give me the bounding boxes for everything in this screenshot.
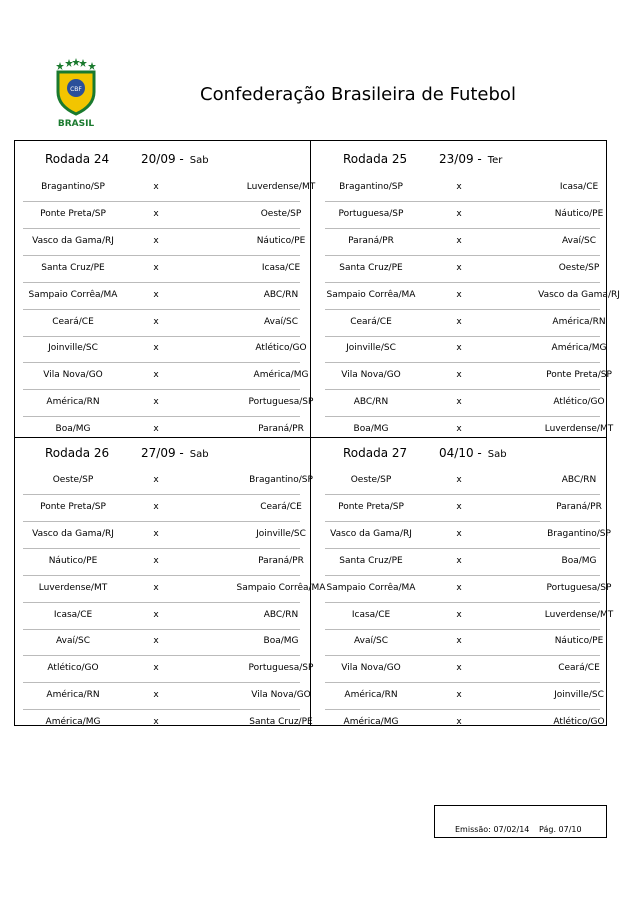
row-separator (23, 336, 300, 337)
versus-mark: x (456, 501, 462, 512)
round-header (343, 152, 502, 166)
home-team: Vasco da Gama/RJ (32, 235, 114, 246)
round-label: Rodada 27 (343, 446, 408, 460)
home-team: América/MG (45, 717, 101, 728)
round-label: Rodada 24 (45, 152, 110, 166)
row-separator (325, 201, 600, 202)
versus-mark: x (456, 208, 462, 219)
home-team: América/MG (343, 717, 399, 728)
round-weekday: Sab (487, 449, 507, 460)
emission-date: Emissão: 07/02/14 (455, 825, 530, 834)
row-separator (325, 682, 600, 683)
home-team: Vila Nova/GO (43, 370, 103, 381)
versus-mark: x (153, 609, 159, 620)
home-team: Paraná/PR (348, 235, 394, 246)
away-team: Náutico/PE (554, 208, 604, 219)
round-label: Rodada 25 (343, 152, 408, 166)
home-team: Vasco da Gama/RJ (32, 528, 114, 539)
away-team: América/MG (253, 370, 309, 381)
round-weekday: Ter (487, 155, 503, 166)
away-team: Luverdense/MT (246, 182, 316, 192)
row-separator (325, 228, 600, 229)
round-header (343, 446, 507, 460)
row-separator (23, 309, 300, 310)
home-team: Ceará/CE (350, 316, 392, 327)
round-weekday: Sab (189, 449, 209, 460)
home-team: Ceará/CE (52, 316, 94, 327)
away-team: Portuguesa/SP (248, 663, 314, 674)
home-team: Santa Cruz/PE (41, 262, 105, 273)
away-team: Náutico/PE (554, 636, 604, 647)
row-separator (23, 255, 300, 256)
footer-box (434, 805, 607, 838)
row-separator (325, 494, 600, 495)
versus-mark: x (456, 528, 462, 539)
versus-mark: x (456, 663, 462, 674)
home-team: Luverdense/MT (38, 582, 108, 593)
versus-mark: x (153, 182, 159, 192)
away-team: Boa/MG (263, 636, 299, 647)
away-team: Luverdense/MT (544, 609, 614, 620)
row-separator (325, 548, 600, 549)
home-team: Joinville/SC (346, 343, 396, 354)
versus-mark: x (456, 370, 462, 381)
away-team: Avaí/SC (561, 235, 597, 246)
home-team: América/RN (46, 690, 100, 701)
home-team: Icasa/CE (53, 609, 93, 620)
row-separator (325, 655, 600, 656)
home-team: Santa Cruz/PE (339, 262, 403, 273)
versus-mark: x (153, 663, 159, 674)
round-weekday: Sab (189, 155, 209, 166)
round-date: 27/09 - (141, 446, 184, 460)
versus-mark: x (153, 717, 159, 728)
versus-mark: x (153, 343, 159, 354)
versus-mark: x (456, 182, 462, 192)
home-team: Sampaio Corrêa/MA (326, 582, 416, 593)
cbf-logo (52, 58, 100, 128)
row-separator (23, 228, 300, 229)
row-separator (325, 602, 600, 603)
versus-mark: x (456, 397, 462, 408)
versus-mark: x (153, 262, 159, 273)
row-separator (23, 362, 300, 363)
versus-mark: x (456, 262, 462, 273)
home-team: Icasa/CE (351, 609, 391, 620)
versus-mark: x (153, 555, 159, 566)
away-team: Atlético/GO (255, 343, 307, 354)
versus-mark: x (153, 636, 159, 647)
away-team: América/MG (551, 343, 607, 354)
away-team: Sampaio Corrêa/MA (236, 582, 326, 593)
versus-mark: x (153, 370, 159, 381)
home-team: Avaí/SC (55, 636, 91, 647)
home-team: Avaí/SC (353, 636, 389, 647)
away-team: Oeste/SP (260, 208, 302, 219)
home-team: Oeste/SP (52, 475, 94, 485)
row-separator (325, 709, 600, 710)
versus-mark: x (153, 235, 159, 246)
row-separator (325, 521, 600, 522)
page-number: Pág. 07/10 (539, 825, 582, 834)
home-team: Boa/MG (55, 424, 91, 435)
versus-mark: x (153, 316, 159, 327)
row-separator (23, 548, 300, 549)
round-header (45, 446, 209, 460)
away-team: Ceará/CE (260, 501, 302, 512)
row-separator (23, 709, 300, 710)
schedule-table (14, 140, 620, 728)
versus-mark: x (456, 717, 462, 728)
away-team: Portuguesa/SP (248, 397, 314, 408)
page-title: Confederação Brasileira de Futebol (200, 84, 516, 105)
away-team: Vasco da Gama/RJ (538, 289, 620, 300)
versus-mark: x (456, 636, 462, 647)
round-label: Rodada 26 (45, 446, 110, 460)
row-separator (325, 389, 600, 390)
home-team: Boa/MG (353, 424, 389, 435)
row-separator (23, 655, 300, 656)
row-separator (23, 629, 300, 630)
row-separator (23, 389, 300, 390)
row-separator (325, 309, 600, 310)
row-separator (325, 416, 600, 417)
home-team: Ponte Preta/SP (40, 501, 106, 512)
versus-mark: x (153, 582, 159, 593)
row-separator (23, 282, 300, 283)
away-team: Atlético/GO (553, 397, 605, 408)
away-team: Ceará/CE (558, 663, 600, 674)
versus-mark: x (153, 475, 159, 485)
away-team: Atlético/GO (553, 717, 605, 728)
home-team: ABC/RN (353, 397, 389, 408)
away-team: Santa Cruz/PE (249, 717, 313, 728)
row-separator (325, 575, 600, 576)
row-separator (23, 602, 300, 603)
versus-mark: x (456, 343, 462, 354)
round-date: 04/10 - (439, 446, 482, 460)
away-team: Vila Nova/GO (251, 690, 311, 701)
versus-mark: x (153, 528, 159, 539)
away-team: Portuguesa/SP (546, 582, 612, 593)
home-team: Santa Cruz/PE (339, 555, 403, 566)
versus-mark: x (456, 690, 462, 701)
home-team: Vila Nova/GO (341, 663, 401, 674)
versus-mark: x (456, 289, 462, 300)
home-team: Ponte Preta/SP (40, 208, 106, 219)
away-team: Náutico/PE (256, 235, 306, 246)
away-team: ABC/RN (561, 475, 597, 485)
away-team: Icasa/CE (559, 182, 599, 192)
versus-mark: x (153, 424, 159, 435)
away-team: Avaí/SC (263, 316, 299, 327)
away-team: ABC/RN (263, 289, 299, 300)
row-separator (23, 416, 300, 417)
versus-mark: x (456, 555, 462, 566)
home-team: Portuguesa/SP (338, 208, 404, 219)
versus-mark: x (153, 289, 159, 300)
row-separator (23, 201, 300, 202)
row-separator (325, 282, 600, 283)
row-separator (23, 575, 300, 576)
away-team: Luverdense/MT (544, 424, 614, 435)
versus-mark: x (456, 316, 462, 327)
row-separator (325, 629, 600, 630)
versus-mark: x (456, 475, 462, 485)
row-separator (325, 255, 600, 256)
row-separator (325, 362, 600, 363)
away-team: América/RN (552, 316, 606, 327)
away-team: Paraná/PR (258, 424, 304, 435)
home-team: Bragantino/SP (339, 182, 403, 192)
home-team: Sampaio Corrêa/MA (28, 289, 118, 300)
versus-mark: x (456, 424, 462, 435)
home-team: Oeste/SP (350, 475, 392, 485)
away-team: Paraná/PR (556, 501, 602, 512)
versus-mark: x (456, 235, 462, 246)
row-separator (23, 494, 300, 495)
away-team: Joinville/SC (256, 528, 306, 539)
row-separator (23, 521, 300, 522)
row-separator (23, 682, 300, 683)
versus-mark: x (153, 501, 159, 512)
cbf-crest-icon (52, 58, 100, 128)
away-team: Bragantino/SP (249, 475, 313, 485)
versus-mark: x (153, 397, 159, 408)
versus-mark: x (456, 609, 462, 620)
logo-text: BRASIL (57, 119, 95, 128)
home-team: América/RN (344, 690, 398, 701)
home-team: Bragantino/SP (41, 182, 105, 192)
away-team: Icasa/CE (261, 262, 301, 273)
home-team: Sampaio Corrêa/MA (326, 289, 416, 300)
home-team: Joinville/SC (48, 343, 98, 354)
round-date: 23/09 - (439, 152, 482, 166)
versus-mark: x (456, 582, 462, 593)
versus-mark: x (153, 208, 159, 219)
home-team: América/RN (46, 397, 100, 408)
row-separator (325, 336, 600, 337)
round-header (45, 152, 209, 166)
away-team: Bragantino/SP (547, 528, 611, 539)
home-team: Atlético/GO (47, 663, 99, 674)
away-team: Joinville/SC (554, 690, 604, 701)
away-team: Paraná/PR (258, 555, 304, 566)
home-team: Vila Nova/GO (341, 370, 401, 381)
away-team: Oeste/SP (558, 262, 600, 273)
away-team: Ponte Preta/SP (546, 370, 612, 381)
home-team: Ponte Preta/SP (338, 501, 404, 512)
home-team: Náutico/PE (48, 555, 98, 566)
away-team: Boa/MG (561, 555, 597, 566)
versus-mark: x (153, 690, 159, 701)
round-date: 20/09 - (141, 152, 184, 166)
away-team: ABC/RN (263, 609, 299, 620)
logo-badge-text: CBF (70, 86, 82, 93)
home-team: Vasco da Gama/RJ (330, 528, 412, 539)
